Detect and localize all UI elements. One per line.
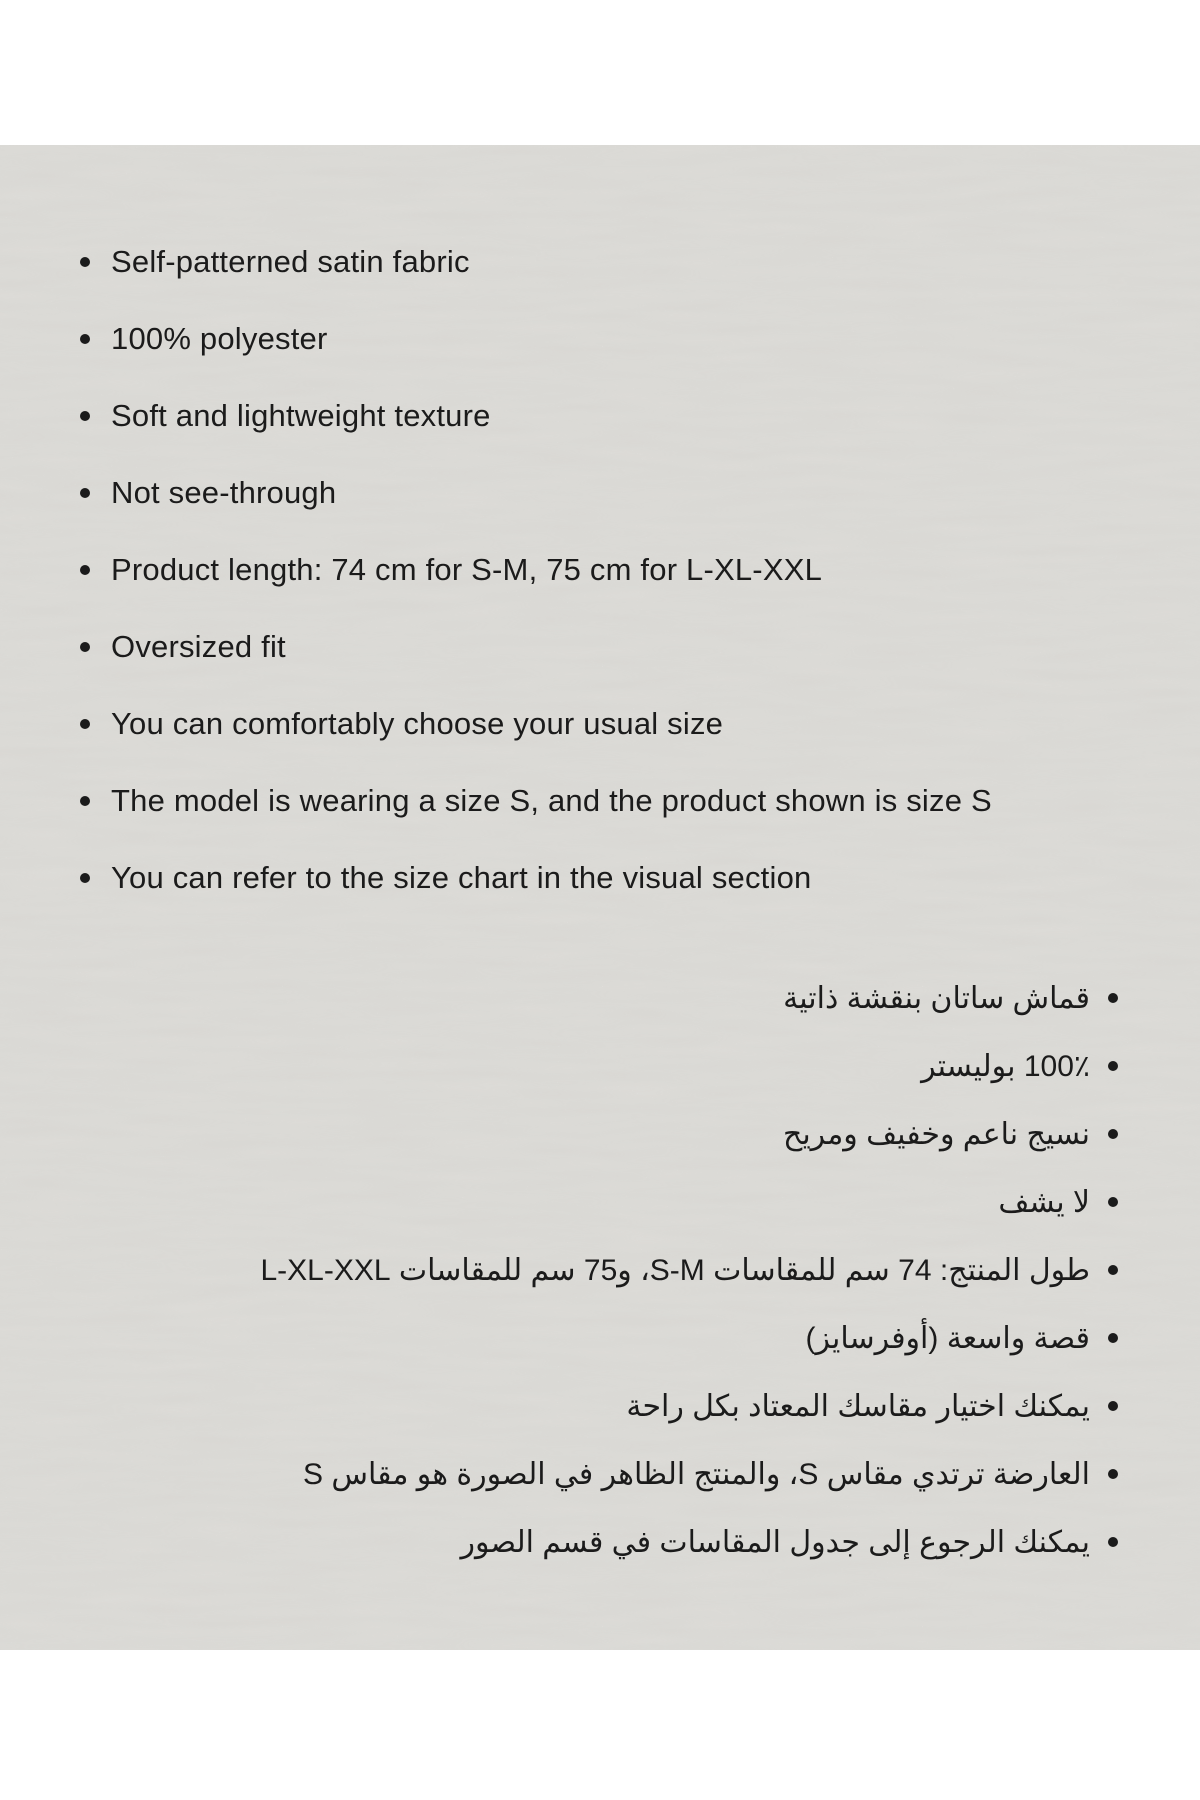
ar-bullet-text: طول المنتج: 74 سم للمقاسات S-M، و75 سم للمقاسات L-XL-XXL xyxy=(260,1253,1090,1287)
en-bullet-text: Soft and lightweight texture xyxy=(111,398,491,433)
ar-bullet-item-opacity xyxy=(260,1180,1118,1224)
en-bullet-item-size-chart xyxy=(80,856,992,900)
bullet-dot-icon xyxy=(1108,1333,1118,1343)
ar-bullet-item-model-size xyxy=(260,1452,1118,1496)
bullet-dot-icon xyxy=(1108,1061,1118,1071)
arabic-bullet-list xyxy=(260,976,1118,1588)
bullet-dot-icon xyxy=(80,257,90,267)
ar-bullet-text: يمكنك الرجوع إلى جدول المقاسات في قسم الصور xyxy=(460,1525,1090,1559)
ar-bullet-item-size-advice xyxy=(260,1384,1118,1428)
english-bullet-list xyxy=(80,240,992,933)
bullet-dot-icon xyxy=(1108,993,1118,1003)
bullet-dot-icon xyxy=(1108,1469,1118,1479)
bullet-dot-icon xyxy=(80,565,90,575)
ar-bullet-item-size-chart xyxy=(260,1520,1118,1564)
ar-bullet-text: لا يشف xyxy=(998,1185,1090,1219)
ar-bullet-item-material xyxy=(260,1044,1118,1088)
bullet-dot-icon xyxy=(80,488,90,498)
en-bullet-item-size-advice xyxy=(80,702,992,746)
en-bullet-text: Self-patterned satin fabric xyxy=(111,244,470,279)
bullet-dot-icon xyxy=(1108,1129,1118,1139)
en-bullet-text: Product length: 74 cm for S-M, 75 cm for L-XL-XXL xyxy=(111,552,823,587)
bullet-dot-icon xyxy=(80,411,90,421)
ar-bullet-text: قصة واسعة (أوفرسايز) xyxy=(805,1321,1090,1355)
ar-bullet-text: قماش ساتان بنقشة ذاتية xyxy=(783,981,1090,1015)
ar-bullet-item-fit xyxy=(260,1316,1118,1360)
ar-bullet-text: العارضة ترتدي مقاس S، والمنتج الظاهر في الصورة هو مقاس S xyxy=(303,1457,1090,1491)
ar-bullet-text: نسيج ناعم وخفيف ومريح xyxy=(782,1117,1090,1151)
ar-bullet-item-fabric xyxy=(260,976,1118,1020)
ar-bullet-text: 100٪ بوليستر xyxy=(921,1049,1090,1083)
ar-bullet-text: يمكنك اختيار مقاسك المعتاد بكل راحة xyxy=(626,1389,1090,1423)
en-bullet-item-fabric xyxy=(80,240,992,284)
bullet-dot-icon xyxy=(1108,1265,1118,1275)
bullet-dot-icon xyxy=(80,873,90,883)
bullet-dot-icon xyxy=(1108,1537,1118,1547)
ar-bullet-item-length xyxy=(260,1248,1118,1292)
en-bullet-text: Oversized fit xyxy=(111,629,286,664)
en-bullet-text: Not see-through xyxy=(111,475,337,510)
en-bullet-item-material xyxy=(80,317,992,361)
bullet-dot-icon xyxy=(80,334,90,344)
en-bullet-text: You can refer to the size chart in the visual section xyxy=(111,860,812,895)
bullet-dot-icon xyxy=(80,719,90,729)
en-bullet-item-fit xyxy=(80,625,992,669)
en-bullet-item-model-size xyxy=(80,779,992,823)
bullet-dot-icon xyxy=(80,796,90,806)
bullet-dot-icon xyxy=(80,642,90,652)
en-bullet-text: You can comfortably choose your usual size xyxy=(111,706,724,741)
en-bullet-item-opacity xyxy=(80,471,992,515)
ar-bullet-item-texture xyxy=(260,1112,1118,1156)
en-bullet-item-texture xyxy=(80,394,992,438)
en-bullet-text: The model is wearing a size S, and the product shown is size S xyxy=(111,783,992,818)
en-bullet-item-length xyxy=(80,548,992,592)
bullet-dot-icon xyxy=(1108,1197,1118,1207)
bullet-dot-icon xyxy=(1108,1401,1118,1411)
en-bullet-text: 100% polyester xyxy=(111,321,328,356)
